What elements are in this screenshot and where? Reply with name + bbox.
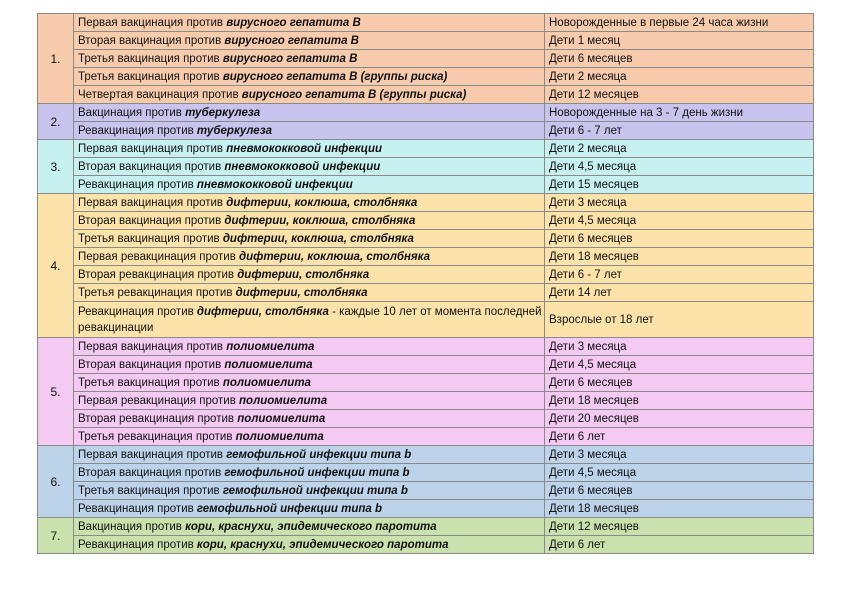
vaccination-text: Вторая вакцинация против: [78, 34, 225, 47]
vaccination-text: Ревакцинация против: [78, 502, 197, 515]
vaccination-text: Третья вакцинация против: [78, 52, 223, 65]
vaccination-cell: [74, 32, 545, 50]
group-number: 4.: [38, 194, 74, 338]
age-cell: Дети 6 месяцев: [545, 230, 814, 248]
age-cell: Дети 12 месяцев: [545, 86, 814, 104]
schedule-row: [38, 500, 814, 518]
vaccination-text: Вакцинация против: [78, 520, 186, 533]
age-cell: Дети 6 месяцев: [545, 50, 814, 68]
disease-name: вирусного гепатита В: [224, 34, 359, 47]
schedule-row: [38, 158, 814, 176]
age-cell: Дети 18 месяцев: [545, 500, 814, 518]
schedule-row: [38, 410, 814, 428]
disease-name: дифтерии, столбняка: [196, 305, 329, 318]
group-number: 3.: [38, 140, 74, 194]
schedule-row: [38, 374, 814, 392]
schedule-row: [38, 338, 814, 356]
disease-name: туберкулеза: [185, 106, 261, 119]
disease-name: полиомиелита: [226, 340, 315, 353]
disease-name: дифтерии, коклюша, столбняка: [224, 214, 416, 227]
vaccination-text: Вторая вакцинация против: [78, 358, 225, 371]
disease-name: дифтерии, коклюша, столбняка: [239, 250, 431, 263]
vaccination-cell: [74, 464, 545, 482]
disease-name: гемофильной инфекции типа b: [222, 484, 408, 497]
disease-name: полиомиелита: [239, 394, 328, 407]
disease-name: гемофильной инфекции типа b: [196, 502, 383, 515]
age-cell: Дети 3 месяца: [545, 194, 814, 212]
age-cell: Дети 6 - 7 лет: [545, 122, 814, 140]
group-number: 7.: [38, 518, 74, 554]
disease-name: пневмококковой инфекции: [224, 160, 381, 173]
schedule-row: [38, 86, 814, 104]
age-cell: Новорожденные на 3 - 7 день жизни: [545, 104, 814, 122]
vaccination-text: Третья вакцинация против: [78, 232, 223, 245]
schedule-row: [38, 482, 814, 500]
vaccination-cell: [74, 518, 545, 536]
schedule-row: [38, 230, 814, 248]
schedule-row: [38, 446, 814, 464]
schedule-row: [38, 14, 814, 32]
schedule-row: [38, 356, 814, 374]
vaccination-text: Ревакцинация против: [78, 178, 197, 191]
disease-name: дифтерии, коклюша, столбняка: [226, 196, 418, 209]
vaccination-cell: [74, 86, 545, 104]
vaccination-schedule-table: [37, 13, 814, 554]
disease-name: полиомиелита: [235, 430, 324, 443]
vaccination-cell: [74, 374, 545, 392]
vaccination-text: Вторая ревакцинация против: [78, 412, 238, 425]
age-cell: Дети 14 лет: [545, 284, 814, 302]
schedule-row: [38, 284, 814, 302]
age-cell: Новорожденные в первые 24 часа жизни: [545, 14, 814, 32]
age-cell: Дети 3 месяца: [545, 446, 814, 464]
schedule-row: [38, 176, 814, 194]
disease-name: вирусного гепатита В (группы риска): [241, 88, 467, 101]
vaccination-cell: [74, 194, 545, 212]
vaccination-text: Третья вакцинация против: [78, 70, 223, 83]
schedule-row: [38, 266, 814, 284]
schedule-row: [38, 518, 814, 536]
vaccination-text: Третья вакцинация против: [78, 484, 223, 497]
age-cell: Дети 2 месяца: [545, 140, 814, 158]
age-cell: Дети 15 месяцев: [545, 176, 814, 194]
vaccination-text: Вторая вакцинация против: [78, 160, 225, 173]
vaccination-text: Первая вакцинация против: [78, 340, 227, 353]
vaccination-cell: [74, 392, 545, 410]
schedule-row: [38, 32, 814, 50]
vaccination-cell: [74, 50, 545, 68]
vaccination-text: Ревакцинация против: [78, 305, 197, 318]
group-number: 1.: [38, 14, 74, 104]
schedule-row: [38, 140, 814, 158]
schedule-row: [38, 212, 814, 230]
disease-name: дифтерии, столбняка: [237, 268, 370, 281]
vaccination-text: Вакцинация против: [78, 106, 186, 119]
schedule-body: [38, 14, 814, 554]
age-cell: Дети 1 месяц: [545, 32, 814, 50]
disease-name: дифтерии, столбняка: [235, 286, 368, 299]
vaccination-cell: [74, 68, 545, 86]
age-cell: Дети 6 месяцев: [545, 374, 814, 392]
vaccination-text: Первая вакцинация против: [78, 196, 227, 209]
vaccination-cell: [74, 158, 545, 176]
vaccination-cell: [74, 212, 545, 230]
vaccination-cell: [74, 356, 545, 374]
disease-name: дифтерии, коклюша, столбняка: [222, 232, 414, 245]
schedule-row: [38, 50, 814, 68]
age-cell: Дети 18 месяцев: [545, 248, 814, 266]
age-cell: Дети 6 лет: [545, 428, 814, 446]
vaccination-text: Третья ревакцинация против: [78, 430, 236, 443]
vaccination-text: Первая вакцинация против: [78, 448, 227, 461]
disease-name: кори, краснухи, эпидемического паротита: [185, 520, 437, 533]
vaccination-text: Третья ревакцинация против: [78, 286, 236, 299]
schedule-row: [38, 194, 814, 212]
age-cell: Дети 6 месяцев: [545, 482, 814, 500]
age-cell: Дети 4,5 месяца: [545, 464, 814, 482]
vaccination-cell: [74, 428, 545, 446]
vaccination-cell: [74, 140, 545, 158]
schedule-row: [38, 302, 814, 338]
group-number: 5.: [38, 338, 74, 446]
vaccination-note: - каждые 10 лет от момента последней ревакцинации: [78, 305, 542, 334]
schedule-row: [38, 536, 814, 554]
vaccination-text: Ревакцинация против: [78, 124, 197, 137]
vaccination-text: Третья вакцинация против: [78, 376, 223, 389]
vaccination-cell: [74, 482, 545, 500]
vaccination-cell: [74, 248, 545, 266]
disease-name: пневмококковой инфекции: [226, 142, 383, 155]
schedule-row: [38, 464, 814, 482]
vaccination-text: Первая вакцинация против: [78, 16, 227, 29]
disease-name: гемофильной инфекции типа b: [226, 448, 412, 461]
vaccination-text: Вторая вакцинация против: [78, 466, 225, 479]
schedule-row: [38, 248, 814, 266]
vaccination-cell: [74, 302, 545, 338]
schedule-row: [38, 104, 814, 122]
vaccination-cell: [74, 176, 545, 194]
vaccination-cell: [74, 230, 545, 248]
age-cell: Дети 6 - 7 лет: [545, 266, 814, 284]
vaccination-cell: [74, 266, 545, 284]
age-cell: Дети 4,5 месяца: [545, 356, 814, 374]
group-number: 6.: [38, 446, 74, 518]
vaccination-text: Первая вакцинация против: [78, 142, 227, 155]
disease-name: вирусного гепатита В: [226, 16, 361, 29]
age-cell: Дети 4,5 месяца: [545, 158, 814, 176]
schedule-row: [38, 392, 814, 410]
disease-name: полиомиелита: [237, 412, 326, 425]
age-cell: Дети 2 месяца: [545, 68, 814, 86]
disease-name: туберкулеза: [196, 124, 272, 137]
vaccination-cell: [74, 446, 545, 464]
vaccination-cell: [74, 338, 545, 356]
vaccination-cell: [74, 410, 545, 428]
vaccination-cell: [74, 284, 545, 302]
age-cell: Дети 20 месяцев: [545, 410, 814, 428]
group-number: 2.: [38, 104, 74, 140]
age-cell: Дети 4,5 месяца: [545, 212, 814, 230]
vaccination-text: Четвертая вакцинация против: [78, 88, 242, 101]
disease-name: гемофильной инфекции типа b: [224, 466, 410, 479]
age-cell: Дети 18 месяцев: [545, 392, 814, 410]
vaccination-text: Первая ревакцинация против: [78, 394, 240, 407]
disease-name: кори, краснухи, эпидемического паротита: [196, 538, 449, 551]
vaccination-text: Вторая вакцинация против: [78, 214, 225, 227]
age-cell: Дети 12 месяцев: [545, 518, 814, 536]
disease-name: вирусного гепатита В: [222, 52, 358, 65]
schedule-row: [38, 68, 814, 86]
vaccination-cell: [74, 104, 545, 122]
vaccination-text: Вторая ревакцинация против: [78, 268, 238, 281]
disease-name: полиомиелита: [222, 376, 311, 389]
vaccination-text: Ревакцинация против: [78, 538, 197, 551]
schedule-row: [38, 428, 814, 446]
vaccination-cell: [74, 14, 545, 32]
age-cell: Дети 3 месяца: [545, 338, 814, 356]
vaccination-cell: [74, 536, 545, 554]
age-cell: Взрослые от 18 лет: [545, 302, 814, 338]
disease-name: полиомиелита: [224, 358, 313, 371]
disease-name: вирусного гепатита В (группы риска): [222, 70, 448, 83]
vaccination-cell: [74, 500, 545, 518]
vaccination-cell: [74, 122, 545, 140]
schedule-row: [38, 122, 814, 140]
age-cell: Дети 6 лет: [545, 536, 814, 554]
vaccination-text: Первая ревакцинация против: [78, 250, 240, 263]
disease-name: пневмококковой инфекции: [196, 178, 353, 191]
